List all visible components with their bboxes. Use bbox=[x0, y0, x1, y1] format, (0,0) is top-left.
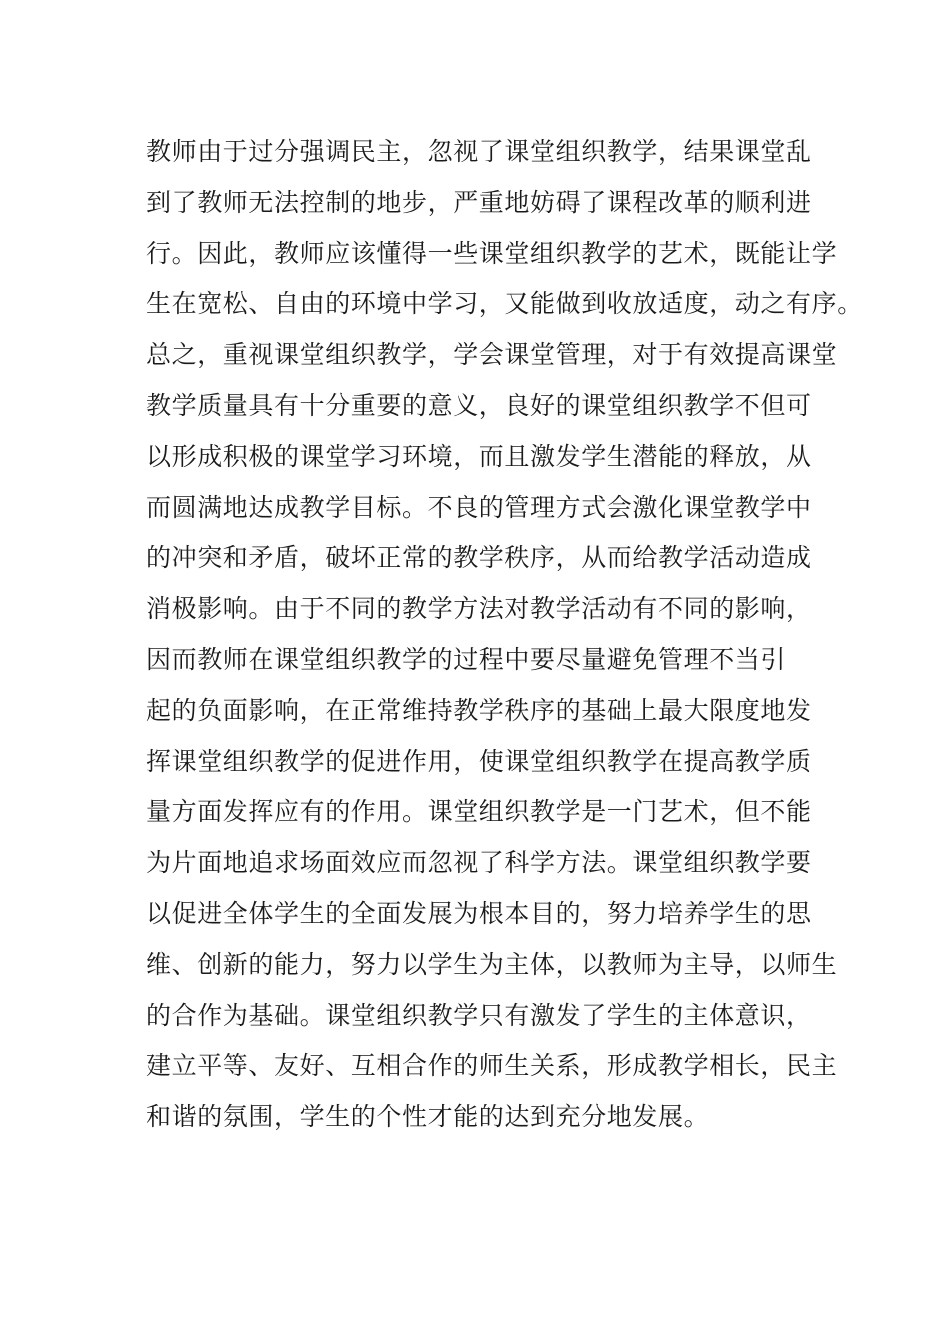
text-line: 以促进全体学生的全面发展为根本目的，努力培养学生的思 bbox=[146, 898, 812, 928]
text-line: 建立平等、友好、互相合作的师生关系，形成教学相长，民主 bbox=[146, 1051, 838, 1081]
text-line: 教师由于过分强调民主，忽视了课堂组织教学，结果课堂乱 bbox=[146, 137, 812, 166]
text-line: 以形成积极的课堂学习环境，而且激发学生潜能的释放，从 bbox=[146, 441, 812, 471]
text-line: 生在宽松、自由的环境中学习，又能做到收放适度，动之有序。 bbox=[146, 289, 863, 319]
text-line: 教学质量具有十分重要的意义，良好的课堂组织教学不但可 bbox=[146, 390, 812, 420]
text-line: 和谐的氛围，学生的个性才能的达到充分地发展。 bbox=[146, 1102, 710, 1132]
text-line: 起的负面影响，在正常维持教学秩序的基础上最大限度地发 bbox=[146, 695, 812, 725]
text-line: 为片面地追求场面效应而忽视了科学方法。课堂组织教学要 bbox=[146, 848, 812, 878]
text-line: 的合作为基础。课堂组织教学只有激发了学生的主体意识， bbox=[146, 1000, 812, 1030]
text-line: 而圆满地达成教学目标。不良的管理方式会激化课堂教学中 bbox=[146, 492, 812, 522]
body-paragraph bbox=[146, 127, 863, 1143]
text-line: 量方面发挥应有的作用。课堂组织教学是一门艺术，但不能 bbox=[146, 797, 812, 827]
text-line: 因而教师在课堂组织教学的过程中要尽量避免管理不当引 bbox=[146, 644, 787, 674]
text-line: 行。因此，教师应该懂得一些课堂组织教学的艺术，既能让学 bbox=[146, 238, 838, 268]
text-line: 总之，重视课堂组织教学，学会课堂管理，对于有效提高课堂 bbox=[146, 340, 838, 370]
text-line: 消极影响。由于不同的教学方法对教学活动有不同的影响， bbox=[146, 594, 812, 624]
text-line: 维、创新的能力，努力以学生为主体，以教师为主导，以师生 bbox=[146, 949, 838, 979]
text-line: 挥课堂组织教学的促进作用，使课堂组织教学在提高教学质 bbox=[146, 746, 812, 776]
text-line: 的冲突和矛盾，破坏正常的教学秩序，从而给教学活动造成 bbox=[146, 543, 812, 573]
text-line: 到了教师无法控制的地步，严重地妨碍了课程改革的顺利进 bbox=[146, 187, 812, 217]
